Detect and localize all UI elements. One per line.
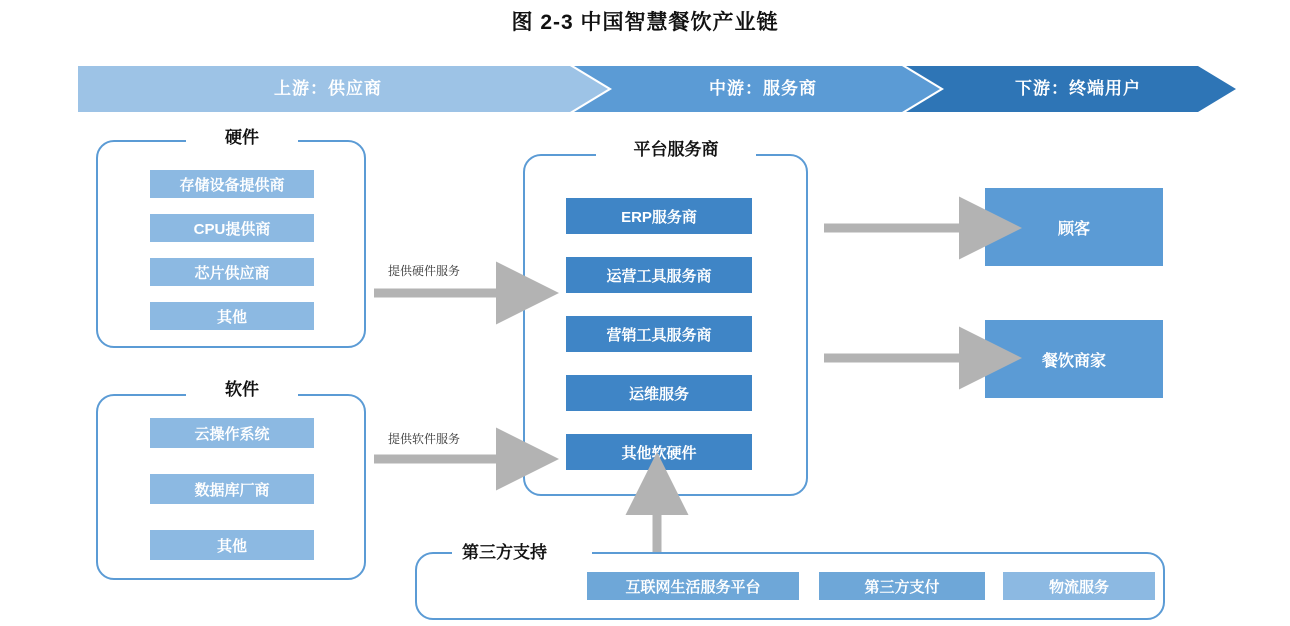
chip-hardware-2[interactable]: 芯片供应商 (150, 258, 314, 286)
chip-platform-0[interactable]: ERP服务商 (566, 198, 752, 234)
chip-third-party-0[interactable]: 互联网生活服务平台 (587, 572, 799, 600)
arrow-label-hardware: 提供硬件服务 (388, 264, 461, 278)
chip-software-2[interactable]: 其他 (150, 530, 314, 560)
stage-banner (78, 66, 1236, 112)
group-platform-title: 平台服务商 (596, 140, 756, 160)
group-third-party-title: 第三方支持 (452, 543, 592, 563)
enduser-customer[interactable]: 顾客 (985, 188, 1163, 266)
chip-hardware-3[interactable]: 其他 (150, 302, 314, 330)
enduser-restaurant[interactable]: 餐饮商家 (985, 320, 1163, 398)
chip-platform-1[interactable]: 运营工具服务商 (566, 257, 752, 293)
group-hardware-title: 硬件 (186, 128, 298, 148)
chip-software-1[interactable]: 数据库厂商 (150, 474, 314, 504)
chip-platform-2[interactable]: 营销工具服务商 (566, 316, 752, 352)
chip-hardware-0[interactable]: 存储设备提供商 (150, 170, 314, 198)
stage-label-midstream: 中游：服务商 (709, 79, 817, 98)
chip-hardware-1[interactable]: CPU提供商 (150, 214, 314, 242)
arrow-label-software: 提供软件服务 (388, 432, 461, 446)
chip-third-party-1[interactable]: 第三方支付 (819, 572, 985, 600)
group-software-title: 软件 (186, 380, 298, 400)
page-title: 图 2-3 中国智慧餐饮产业链 (511, 11, 779, 34)
chip-third-party-2[interactable]: 物流服务 (1003, 572, 1155, 600)
chip-software-0[interactable]: 云操作系统 (150, 418, 314, 448)
chip-platform-4[interactable]: 其他软硬件 (566, 434, 752, 470)
chip-platform-3[interactable]: 运维服务 (566, 375, 752, 411)
stage-label-upstream: 上游：供应商 (274, 79, 382, 98)
stage-label-downstream: 下游：终端用户 (1015, 79, 1141, 98)
